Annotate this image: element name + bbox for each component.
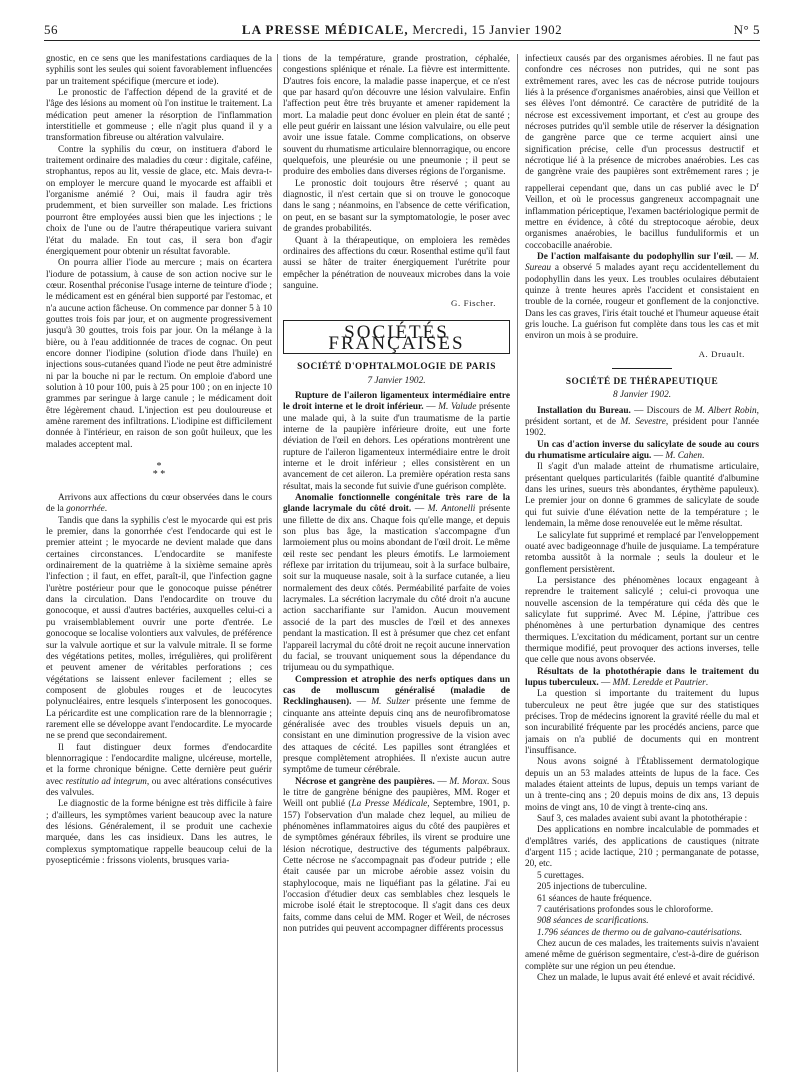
paragraph: Le diagnostic de la forme bénigne est très difficile à faire ; d'ailleurs, les symptômes varient beaucoup avec la nature des lésions. Généralement, il se produit une cachexie marquée, dans les cas insidieux. Dans les autres, le complexus symptomatique rappelle beaucoup celui de la pyosepticémie : frissons violents, brusques varia- — [46, 799, 272, 867]
session-date: 8 Janvier 1902. — [612, 390, 672, 401]
issue-number: N° 5 — [733, 22, 760, 37]
society-title: SOCIÉTÉ DE THÉRAPEUTIQUE — [565, 377, 719, 388]
paragraph: Quant à la thérapeutique, on emploiera les remèdes ordinaires des affections du cœur. Rosenthal estime qu'il faut aussi se hâter de traiter énergiquement l'urétrite pour empêcher la pénétration de nouveaux microbes dans la voie sanguine. — [283, 235, 510, 291]
report-entry: Anomalie fonctionnelle congénitale très rare de la glande lacrymale du côté droit. — M. Antonelli présente une fillette de dix ans. Chaque fois qu'elle mange, et depuis son plus bas âge, la mastication s'accompagne d'un larmoiement plus ou moins abondant de l'œil droit. Le même œil reste sec pendant les pleurs émotifs. Le larmoiement réflexe par irritation du trijumeau, soit à la surface bulbaire, soit sur la muqueuse nasale, soit à la surface cutanée, a lieu normalement des deux côtés. Perméabilité parfaite de voies lacrymales. La sécrétion lacrymale du côté droit n'a aucune action saccharifiante sur l'amidon. Aucun mouvement associé de la part des muscles de l'œil et des annexes pendant la mastication. Il est à présumer que chez cet enfant l'appareil lacrymal du côté droit ne reçoit aucune innervation du facial, se trouvant uniquement sous la dépendance du trijumeau ou du sympathique. — [283, 493, 510, 674]
paragraph: Tandis que dans la syphilis c'est le myocarde qui est pris le premier, dans la gonorrhée c'est l'endocarde qui est le premier atteint ; le myocarde ne devient malade que dans certaines circonstances. L'endocardite se manifeste ordinairement de la quatrième à la sixième semaine après l'infection ; il faut, en effet, paraît-il, que l'infection gagne l'urètre postérieur pour que le gonocoque puisse pénétrer dans la circulation. Dans l'endocardite on trouve du gonocoque, et aussi d'autres bactéries, auxquelles celui-ci a pu vraisemblablement ouvrir une porte d'entrée. Le gonocoque se localise volontiers aux valvules, de préférence sur la valvule aortique et sur la valvule mitrale. Il se forme des végétations petites, molles, irrégulières, qui prolifèrent et peuvent amener de véritables perforations ; ces végétations se laissent enlever facilement ; elles se composent de globules rouges et de leucocytes polynucléaires, entre lesquels s'interposent les gonocoques. La péricardite est une complication rare de la blennorragie ; rarement elle se développe avant l'endocardite. Le myocarde ne se prend que secondairement. — [46, 515, 272, 742]
column-divider — [277, 54, 278, 1072]
session-date: 7 Janvier 1902. — [367, 375, 426, 386]
issue-date: Mercredi, 15 Janvier 1902 — [408, 22, 563, 37]
treatment-list — [525, 871, 759, 939]
paragraph: Nous avons soigné à l'Établissement dermatologique depuis un an 53 malades atteints de lupus de la face. Ces malades étaient atteints de lupus, depuis un temps variant de un à trente-cinq ans ; 20 depuis moins de dix ans, 13 depuis moins de vingt ans, 10 de vingt à trente-cinq ans. — [525, 757, 759, 813]
report-entry: Installation du Bureau. — Discours de M. Albert Robin, président sortant, et de M. Sevestre, président pour l'année 1902. — [525, 405, 759, 439]
column-left — [46, 54, 272, 1074]
list-item: 5 curettages. — [537, 870, 584, 881]
paragraph: Des applications en nombre incalculable de pommades et d'emplâtres variés, des applications de caustiques (nitrate d'argent 115 ; acide lactique, 210 ; permanganate de potasse, 20, etc. — [525, 825, 759, 870]
journal-name: LA PRESSE MÉDICALE, — [241, 22, 409, 37]
paragraph: Sauf 3, ces malades avaient subi avant la photothérapie : — [537, 814, 748, 825]
column-divider — [517, 54, 518, 1072]
separator-rule — [612, 368, 672, 369]
column-right — [525, 54, 759, 1074]
paragraph: Le pronostic doit toujours être réservé ; quant au diagnostic, il n'est certain que si on trouve le gonocoque dans le sang ; néanmoins, en l'absence de cette vérification, on peut, en se basant sur la symptomatologie, le poser avec de grandes probabilités. — [283, 178, 510, 235]
author-signature: G. Fischer. — [451, 298, 496, 309]
column-middle — [283, 54, 510, 1074]
paragraph: Il s'agit d'un malade atteint de rhumatisme articulaire, présentant quelques particularités (faible quantité d'albumine dans les urines, sueurs très abondantes, érythème papuleux). Le premier jour on donne 6 grammes de salicylate de soude qui fut suivie d'une élévation nette de la température ; le lendemain, la même dose renouvelée eut le même résultat. — [525, 462, 759, 530]
list-item: 61 séances de haute fréquence. — [537, 893, 652, 904]
paragraph: La persistance des phénomènes locaux engageant à reprendre le traitement salicylé ; celui-ci provoqua une nouvelle ascension de la température qui céda dès que le salicylate fut supprimé. Avec M. Lépine, j'attribue ces phénomènes à une perturbation dynamique des centres thermiques. L'excitation du médicament, portant sur un centre thermique modifié, peut provoquer des actions inverses, telle que celle que nous avons observée. — [525, 575, 759, 666]
paragraph: On pourra allier l'iode au mercure ; mais on écartera l'iodure de potassium, à cause de son action nocive sur le cœur. Rosenthal préconise l'usage interne de teinture d'iode ; le médicament est en général bien supporté par l'estomac, et n'a aucune action fâcheuse. On commence par donner 5 à 10 gouttes trois fois par jour, et on augmente progressivement jusqu'à 30 gouttes, trois fois par jour. On la mélange à la bière, ou à l'eau additionnée de traces de cognac. On peut encore donner l'iodipine (solution d'iode dans l'huile) en injections sous-cutanées quand l'iode ne peut être administré ni par la bouche ni par le rectum. On emploie d'abord une solution à 10 pour 100, puis à 25 pour 100 ; on en injecte 10 grammes par seringue à large canule ; le médicament doit être légèrement chaud. L'injection est peu douloureuse et amène rarement des infiltrations. L'iodipine est difficilement donnée à l'intérieur, en raison de son goût huileux, que les malades acceptent mal. — [46, 258, 272, 450]
section-title-box: SOCIÉTÉS FRANÇAISES — [283, 320, 510, 355]
report-entry: De l'action malfaisante du podophyllin sur l'œil. — M. Sureau a observé 5 malades ayant reçu accidentellement du podophyllin dans les yeux. Les troubles oculaires débutaient quinze à trente heures après l'accident et consistaient en trouble de la cornée, rougeur et gonflement de la conjonctive. Dans les cas graves, l'iris était touché et l'humeur aqueuse était gris louche. La guérison fut complète dans tous les cas et mit environ un mois à se produire. — [525, 251, 759, 342]
paragraph: tions de la température, grande prostration, céphalée, congestions splénique et rénale. La fièvre est intermittente. D'autres fois encore, la maladie passe inaperçue, et ce n'est que par hasard qu'on découvre une lésion valvulaire. Enfin l'affection peut être très bruyante et amener rapidement la mort. La maladie peut donc évoluer en plein état de santé ; elle peut guérir en laissant une lésion valvulaire, ou elle peut avoir une issue fatale. Comme complications, on observe souvent du rhumatisme articulaire blennorragique, ou encore quelquefois, une pleurésie ou une pneumonie ; il peut se produire des embolies dans diverses régions de l'organisme. — [283, 54, 510, 178]
list-item: 205 injections de tuberculine. — [537, 882, 647, 893]
page-number: 56 — [44, 22, 58, 37]
journal-title — [44, 22, 760, 38]
report-entry: Rupture de l'aileron ligamenteux intermédiaire entre le droit interne et le droit inférieur. — M. Valude présente une malade qui, à la suite d'un traumatisme de la partie interne de la paupière inférieure droite, eut une forte déviation de l'œil en dehors. Les opérations montrèrent une rupture de l'aileron ligamenteux intermédiaire entre le droit interne et le droit inférieur ; elles consistèrent en un avancement de cet aileron. La première opération resta sans résultat, mais la seconde fut suivie d'une guérison complète. — [283, 390, 510, 492]
paragraph: infectieux causés par des organismes aérobies. Il ne faut pas confondre ces nécroses non putrides, qui ne sont pas extrêmement rares, avec les cas de nécrose putride toujours liés à la présence d'organismes anaérobies, ainsi que Veillon et ses élèves l'ont démontré. Ce caractère de putridité de la nécrose est excessivement important, et c'est au groupe des nécroses putrides qu'il semble utile de réserver la désignation de gangrène parce que ce terme acquiert ainsi une signification précise, celle d'un processus destructif et nécrotique lié à la présence de microbes anaérobies. Les cas de gangrène vraie des paupières sont extrêmement rares ; je rappellerai cependant que, dans un cas publié avec le $D^r$ Veillon, et où le processus gangreneux accompagnait une inflammation périceptique, l'examen bactériologique permit de mettre en évidence, à côté du streptocoque aérobie, deux organismes anaérobies, le bacillus funduliformis et un coccobacille anaérobie. — [525, 54, 759, 251]
paragraph: Il faut distinguer deux formes d'endocardite blennorragique : l'endocardite maligne, ulcéreuse, mortelle, et la forme chronique bénigne. Cette dernière peut guérir avec restitutio ad integrum, ou avec altérations consécutives des valvules. — [46, 742, 272, 798]
paragraph: Le salicylate fut supprimé et remplacé par l'enveloppement ouaté avec badigeonnage d'huile de jusquiame. La température retomba aussitôt à la normale ; seuls la douleur et le gonflement persistèrent. — [525, 530, 759, 575]
author-signature: A. Druault. — [698, 348, 745, 359]
paragraph: Arrivons aux affections du cœur observées dans le cours de la gonorrhée. — [46, 493, 272, 515]
list-item: 7 cautérisations profondes sous le chloroforme. — [537, 904, 714, 915]
paragraph: gnostic, en ce sens que les manifestations cardiaques de la syphilis sont les seules qui soient favorablement influencées par un traitement spécifique (mercure et iode). — [46, 54, 272, 87]
report-entry: Un cas d'action inverse du salicylate de soude au cours du rhumatisme articulaire aigu. — M. Cahen. — [525, 439, 759, 462]
paragraph: Chez aucun de ces malades, les traitements suivis n'avaient amené même de guérison segmentaire, c'est-à-dire de guérison complète sur une région un peu étendue. — [525, 938, 759, 972]
paragraph: Chez un malade, le lupus avait été enlevé et avait récidivé. — [537, 972, 755, 983]
header-rule — [44, 40, 760, 41]
list-item: 908 séances de scarifications. — [537, 916, 649, 927]
paragraph: La question si importante du traitement du lupus tuberculeux ne peut être jugée que sur des statistiques précises. Trop de médecins ignorent la gravité réelle du mal et son incurabilité fréquente par les procédés anciens, parce que jamais on n'a publié de documents qui en montrent l'insuffisance. — [525, 689, 759, 757]
page-header — [44, 22, 760, 38]
section-ornament: * * * — [152, 461, 166, 481]
society-title: SOCIÉTÉ D'OPHTALMOLOGIE DE PARIS — [297, 362, 496, 373]
report-entry: Résultats de la photothérapie dans le traitement du lupus tuberculeux. — MM. Leredde et Pautrier. — [525, 666, 759, 688]
paragraph: Le pronostic de l'affection dépend de la gravité et de l'âge des lésions au moment où l'on institue le traitement. La médication peut amener la résorption de l'inflammation interstitielle et gommeuse ; elle n'agit plus quand il y a transformation fibreuse ou altération valvulaire. — [46, 88, 272, 144]
report-entry: Nécrose et gangrène des paupières. — M. Morax. Sous le titre de gangrène bénigne des paupières, MM. Roger et Weill ont publié (La Presse Médicale, Septembre, 1901, p. 157) l'observation d'un malade chez lequel, au milieu de phénomènes inflammatoires aigus du côté des paupières et de symptômes généraux fébriles, ils virent se produire une lésion nécrotique, destructive des téguments palpébraux. Cette nécrose ne s'accompagnait pas d'odeur putride ; elle était causée par un microbe aérobie assez voisin du staphylocoque, mais ne liquéfiant pas la gélatine. J'ai eu l'occasion d'étudier deux cas semblables chez lesquels le microbe isolé était le streptocoque. Il s'agit dans ces deux faits, comme dans celui de MM. Roger et Weil, de nécroses non putrides qui peuvent accompagner différents processus — [283, 776, 510, 935]
report-entry: Compression et atrophie des nerfs optiques dans un cas de molluscum généralisé (maladie de Recklinghausen). — M. Sulzer présente une femme de cinquante ans atteinte depuis cinq ans de neurofibromatose généralisée avec des troubles visuels depuis un an, consistant en une diminution progressive de la vision avec des attaques de cécité. Les papilles sont étranglées et presque complètement atrophiées. Il n'existe aucun autre symptôme de tumeur cérébrale. — [283, 674, 510, 776]
list-item: 1.796 séances de thermo ou de galvano-cautérisations. — [537, 927, 743, 938]
paragraph: Contre la syphilis du cœur, on instituera d'abord le traitement ordinaire des maladies du cœur : digitale, caféine, strophantus, repos au lit, vessie de glace, etc. Mais devra-t-on employer le mercure quand le myocarde est affaibli et l'organisme anémié ? Oui, mais il faudra agir très prudemment, et bien surveiller son malade. Les frictions pourront être employées aussi bien que les injections ; le choix de l'une ou de l'autre thérapeutique variera suivant l'état du malade. En tout cas, il sera bon d'agir énergiquement pour obtenir un résultat favorable. — [46, 144, 272, 257]
